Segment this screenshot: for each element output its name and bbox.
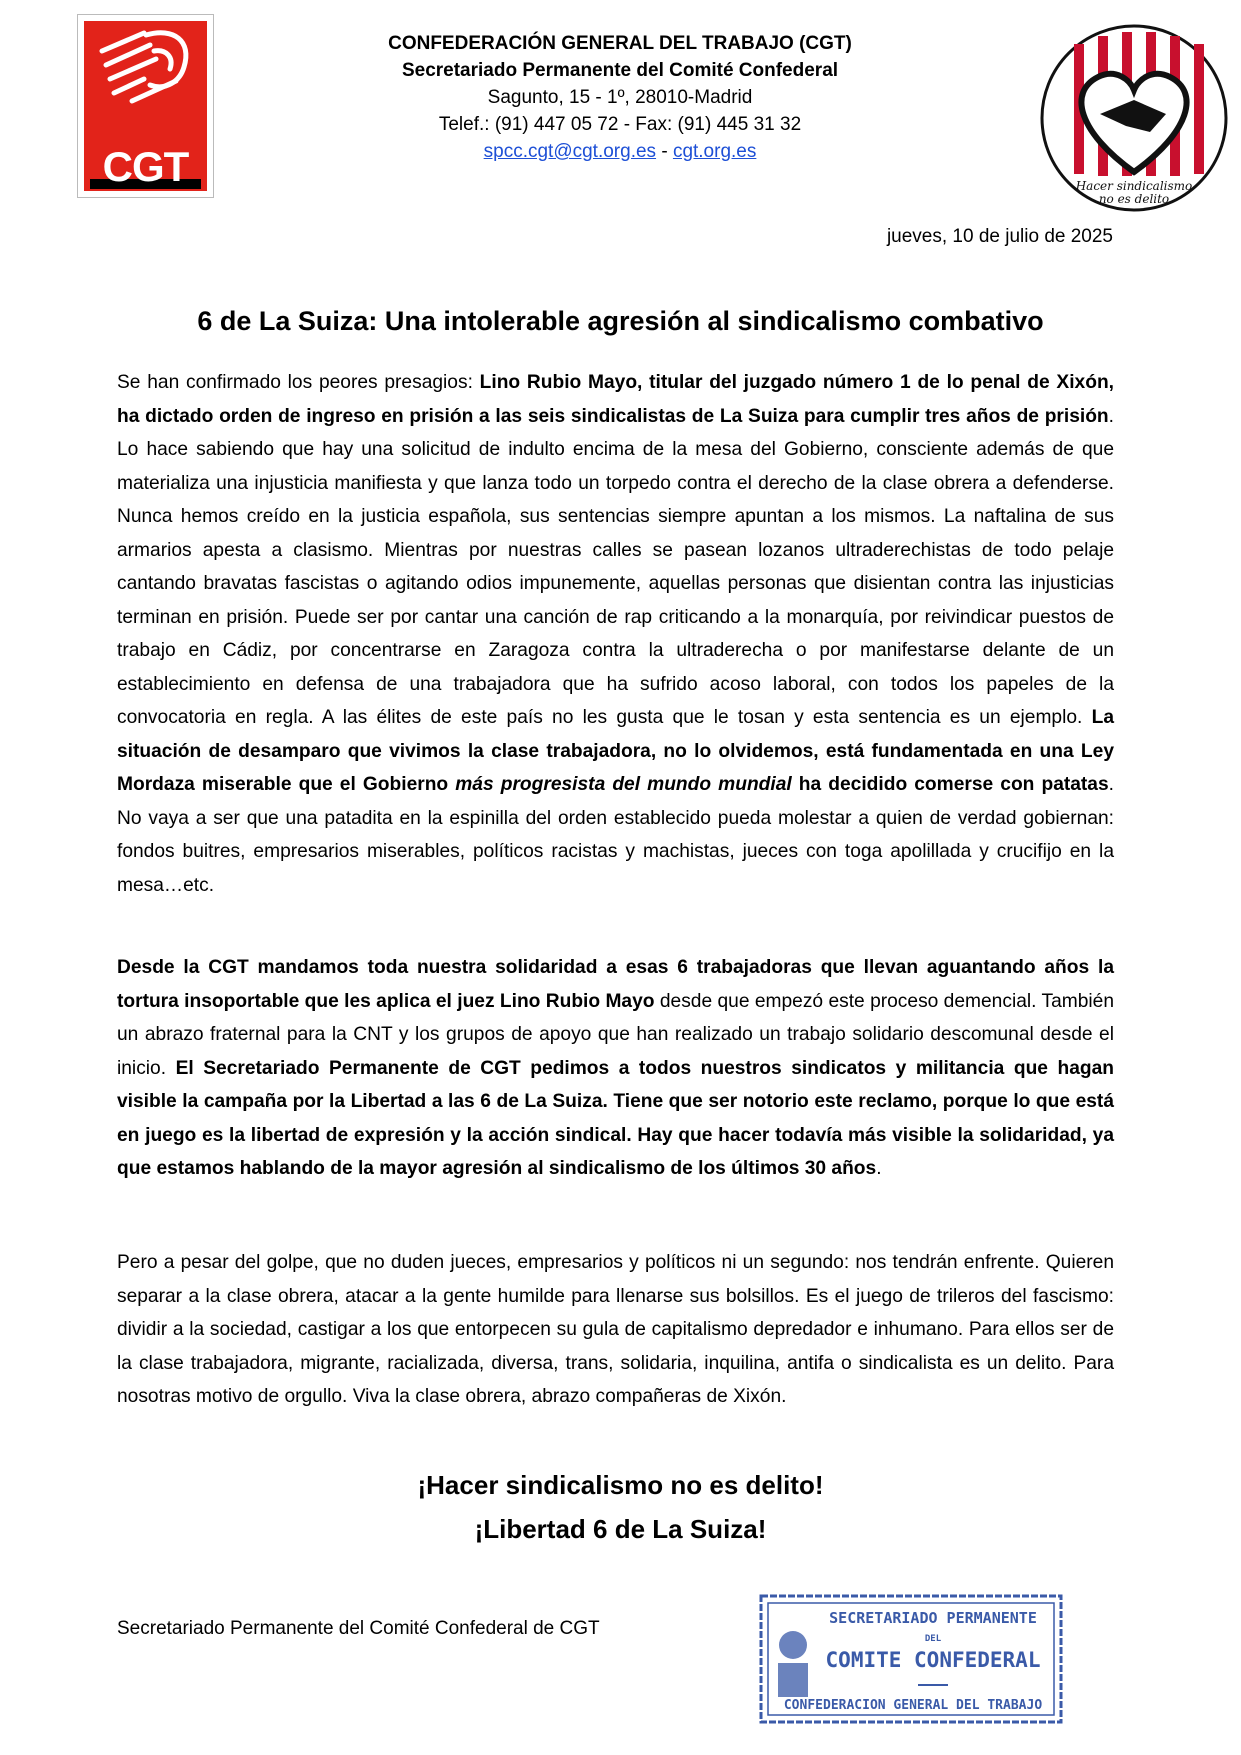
raised-fist-icon [84, 21, 207, 141]
logo-text-line1: Hacer sindicalismo [1075, 179, 1193, 193]
signature: Secretariado Permanente del Comité Confederal de CGT [117, 1618, 600, 1639]
letter-date: jueves, 10 de julio de 2025 [886, 226, 1113, 247]
stamp-line-2: DEL [924, 1634, 942, 1644]
email-link[interactable]: spcc.cgt@cgt.org.es [483, 141, 657, 162]
phone-fax: Telef.: (91) 447 05 72 - Fax: (91) 445 31 32 [438, 114, 802, 135]
slogan-1: ¡Hacer sindicalismo no es delito! [417, 1470, 824, 1500]
stamp-line-4: CONFEDERACION GENERAL DEL TRABAJO [783, 1698, 1043, 1713]
p1-text-g: . No vaya a ser que una patadita en la espinilla del orden establecido pueda molestar a quien de verdad gobiernan: fondos buitres, empresarios miserables, políticos racistas y machistas, jueces con toga apolillada y crucifijo en la mesa…etc. [117, 774, 1114, 896]
p2-bold-c: El Secretariado Permanente de CGT pedimos a todos nuestros sindicatos y militancia que hagan visible la campaña por la Libertad a las 6 de La Suiza. Tiene que ser notorio este reclamo, porque lo que está en juego es la libertad de expresión y la acción sindical. Hay que hacer todavía más visible la solidaridad, ya que estamos hablando de la mayor agresión al sindicalismo de los últimos 30 años [117, 1057, 1114, 1179]
p2-text-b: desde que empezó este proceso demencial. También un abrazo fraternal para la CNT y los grupos de apoyo que han realizado un trabajo solidario descomunal desde el inicio. [117, 990, 1114, 1079]
official-stamp [758, 1593, 1064, 1725]
paragraph-1 [117, 366, 1114, 902]
committee-name: Secretariado Permanente del Comité Confederal [401, 60, 839, 81]
contact-links [330, 138, 910, 165]
cgt-logo [77, 14, 214, 198]
paragraph-2 [117, 951, 1114, 1186]
org-name: CONFEDERACIÓN GENERAL DEL TRABAJO (CGT) [388, 33, 852, 54]
stamp-line-1: SECRETARIADO PERMANENTE [829, 1609, 1037, 1627]
slogan-2: ¡Libertad 6 de La Suiza! [474, 1514, 767, 1544]
p1-text-a: Se han confirmado los peores presagios: [117, 372, 480, 393]
p1-bold-f: ha decidido comerse con patatas [791, 774, 1109, 795]
hacer-sindicalismo-logo [1038, 22, 1230, 214]
p1-bold-italic-e: más progresista del mundo mundial [455, 774, 792, 795]
website-link[interactable]: cgt.org.es [672, 141, 757, 162]
page-title: 6 de La Suiza: Una intolerable agresión al sindicalismo combativo [197, 306, 1044, 336]
p1-text-c: . Lo hace sabiendo que hay una solicitud de indulto encima de la mesa del Gobierno, consciente además de que materializa una injusticia manifiesta y que lanza todo un torpedo contra el derecho de la clase obrera a defenderse. Nunca hemos creído en la justicia española, sus sentencias siempre apuntan a los mismos. La naftalina de sus armarios apesta a clasismo. Mientras por nuestras calles se pasean lozanos ultraderechistas de todo pelaje cantando bravatas fascistas o agitando odios impunemente, aquellas personas que disientan contra las injusticias terminan en prisión. Puede ser por cantar una canción de rap criticando a la monarquía, por reivindicar puestos de trabajo en Cádiz, por concentrarse en Zaragoza contra la ultraderecha o por manifestarse delante de un establecimiento en defensa de una trabajadora que ha sufrido acoso laboral, con todos los papeles de la convocatoria en regla. A las élites de este país no les gusta que le tosan y esta sentencia es un ejemplo. [117, 405, 1114, 728]
stamp-line-3: COMITE CONFEDERAL [825, 1648, 1041, 1672]
letterhead [330, 30, 910, 165]
p1-bold-b: Lino Rubio Mayo, titular del juzgado número 1 de lo penal de Xixón, ha dictado orden de ingreso en prisión a las seis sindicalistas de La Suiza para cumplir tres años de prisión [117, 372, 1114, 427]
p2-text-d: . [876, 1158, 882, 1179]
logo-text-line2: no es delito [1098, 192, 1170, 206]
link-separator: - [656, 141, 673, 162]
p1-bold-d: La situación de desamparo que vivimos la clase trabajadora, no lo olvidemos, está fundamentada en una Ley Mordaza miserable que el Gobierno [117, 707, 1114, 795]
paragraph-3: Pero a pesar del golpe, que no duden jueces, empresarios y políticos ni un segundo: nos tendrán enfrente. Quieren separar a la clase obrera, atacar a la gente humilde para llenarse sus bolsillos. Es el juego de trileros del fascismo: dividir a la sociedad, castigar a los que entorpecen su gula de capitalismo depredador e inhumano. Para ellos ser de la clase trabajadora, migrante, racializada, diversa, trans, solidaria, inquilina, antifa o sindicalista es un delito. Para nosotras motivo de orgullo. Viva la clase obrera, abrazo compañeras de Xixón. [117, 1252, 1114, 1407]
cgt-logo-text: CGT [102, 143, 189, 190]
p2-bold-a: Desde la CGT mandamos toda nuestra solidaridad a esas 6 trabajadoras que llevan aguantando años la tortura insoportable que les aplica el juez Lino Rubio Mayo [117, 957, 1114, 1012]
address: Sagunto, 15 - 1º, 28010-Madrid [487, 87, 753, 108]
